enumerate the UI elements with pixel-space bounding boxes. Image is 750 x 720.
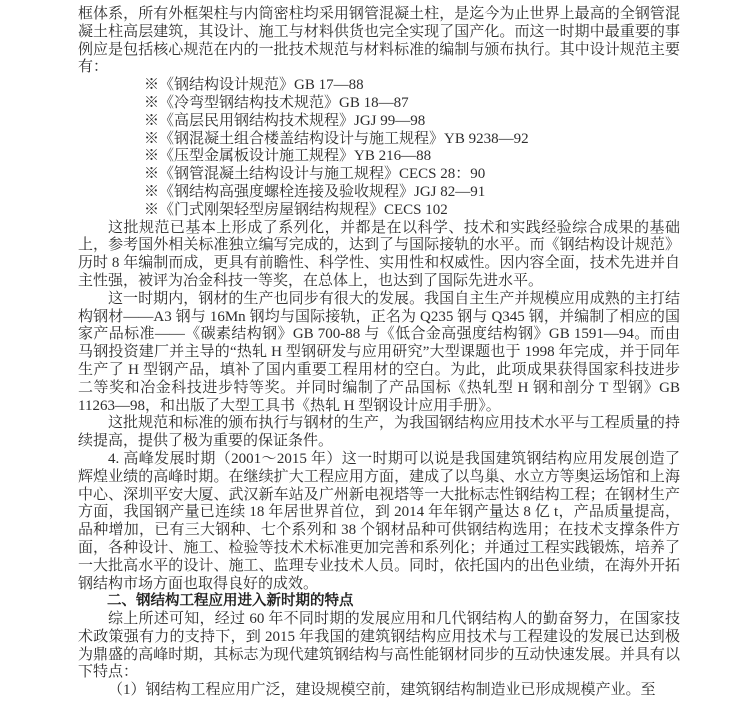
- paragraph: 4. 高峰发展时期（2001～2015 年）这一时期可以说是我国建筑钢结构应用发展创造了辉煌业绩的高峰时期。在继续扩大工程应用方面，建成了以鸟巢、水立方等奥运场馆和上海中心、深圳平安大厦、武汉新车站及广州新电视塔等一大批标志性钢结构工程；在钢材生产方面，我国钢产量已连续 18 年居世界首位，到 2014 年年钢产量达 8 亿 t，产品质量提高，品种增加，已有三大钢种、七个系列和 38 个钢材品种可供钢结构选用；在技术支撑条件方面，各种设计、施工、检验等技术术标准更加完善和系列化；并通过工程实践锻炼，培养了一大批高水平的设计、施工、监理专业技术人员。同时，依托国内的出色业绩，在海外开拓钢结构市场方面也取得良好的成效。: [78, 450, 680, 592]
- paragraph: （1）钢结构工程应用广泛，建设规模空前，建筑钢结构制造业已形成规模产业。至: [108, 682, 656, 699]
- paragraph: 这批规范和标准的颁布执行与钢材的生产，为我国钢结构应用技术水平与工程质量的持续提高，提供了极为重要的保证条件。: [78, 415, 680, 450]
- standards-list-item: ※《高层民用钢结构技术规程》JGJ 99—98: [144, 112, 426, 129]
- paragraph: 这批规范已基本上形成了系列化，并都是在以科学、技术和实践经验综合成果的基础上，参考国外相关标准独立编写完成的，达到了与国际接轨的水平。而《钢结构设计规范》历时 8 年编制而成，更具有前瞻性、科学性、实用性和权威性。因内容全面，技术先进并自主性强，被评为冶金科技一等奖，在总体上，也达到了国际先进水平。: [78, 219, 680, 289]
- standards-list-item: ※《钢混凝土组合楼盖结构设计与施工规程》YB 9238—92: [144, 130, 529, 147]
- paragraph: 综上所述可知，经过 60 年不同时期的发展应用和几代钢结构人的勤奋努力，在国家技术政策强有力的支持下，到 2015 年我国的建筑钢结构应用技术与工程建设的发展已达到极为鼎盛的高峰时期，其标志为现代建筑钢结构与高性能钢材同步的互动快速发展。并具有以下特点：: [78, 611, 680, 681]
- standards-list-item: ※《钢管混凝土结构设计与施工规程》CECS 28：90: [144, 166, 486, 183]
- standards-list-item: ※《钢结构高强度螺栓连接及验收规程》JGJ 82—91: [144, 183, 486, 200]
- paragraph-continuation: 框体系，所有外框架柱与内筒密柱均采用钢管混凝土柱，是迄今为止世界上最高的全钢管混凝土柱高层建筑，其设计、施工与材料供货也完全实现了国产化。而这一时期中最重要的事例应是包括核心规范在内的一批技术规范与材料标准的编制与颁布执行。其中设计规范主要有：: [78, 6, 680, 76]
- paragraph: 这一时期内，钢材的生产也同步有很大的发展。我国自主生产并规模应用成熟的主打结构钢材——A3 钢与 16Mn 钢均与国际接轨，正名为 Q235 钢与 Q345 钢，并编制了相应的国家产品标准——《碳素结构钢》GB 700-88 与《低合金高强度结构钢》GB 1591—94。而由马钢投资建厂并主导的“热轧 H 型钢研发与应用研究”大型课题也于 1998 年完成，并于同年生产了 H 型钢产品，填补了国内重要工程用材的空白。为此，此项成果获得国家科技进步二等奖和冶金科技进步特等奖。并同时编制了产品国标《热轧型 H 钢和剖分 T 型钢》GB 11263—98，和出版了大型工具书《热轧 H 型钢设计应用手册》。: [78, 290, 680, 414]
- standards-list-item: ※《钢结构设计规范》GB 17—88: [144, 77, 364, 94]
- standards-list-item: ※《压型金属板设计施工规程》YB 216—88: [144, 148, 432, 165]
- standards-list-item: ※《冷弯型钢结构技术规范》GB 18—87: [144, 94, 409, 111]
- standards-list-item: ※《门式刚架轻型房屋钢结构规程》CECS 102: [144, 201, 448, 218]
- section-heading: 二、钢结构工程应用进入新时期的特点: [107, 593, 354, 610]
